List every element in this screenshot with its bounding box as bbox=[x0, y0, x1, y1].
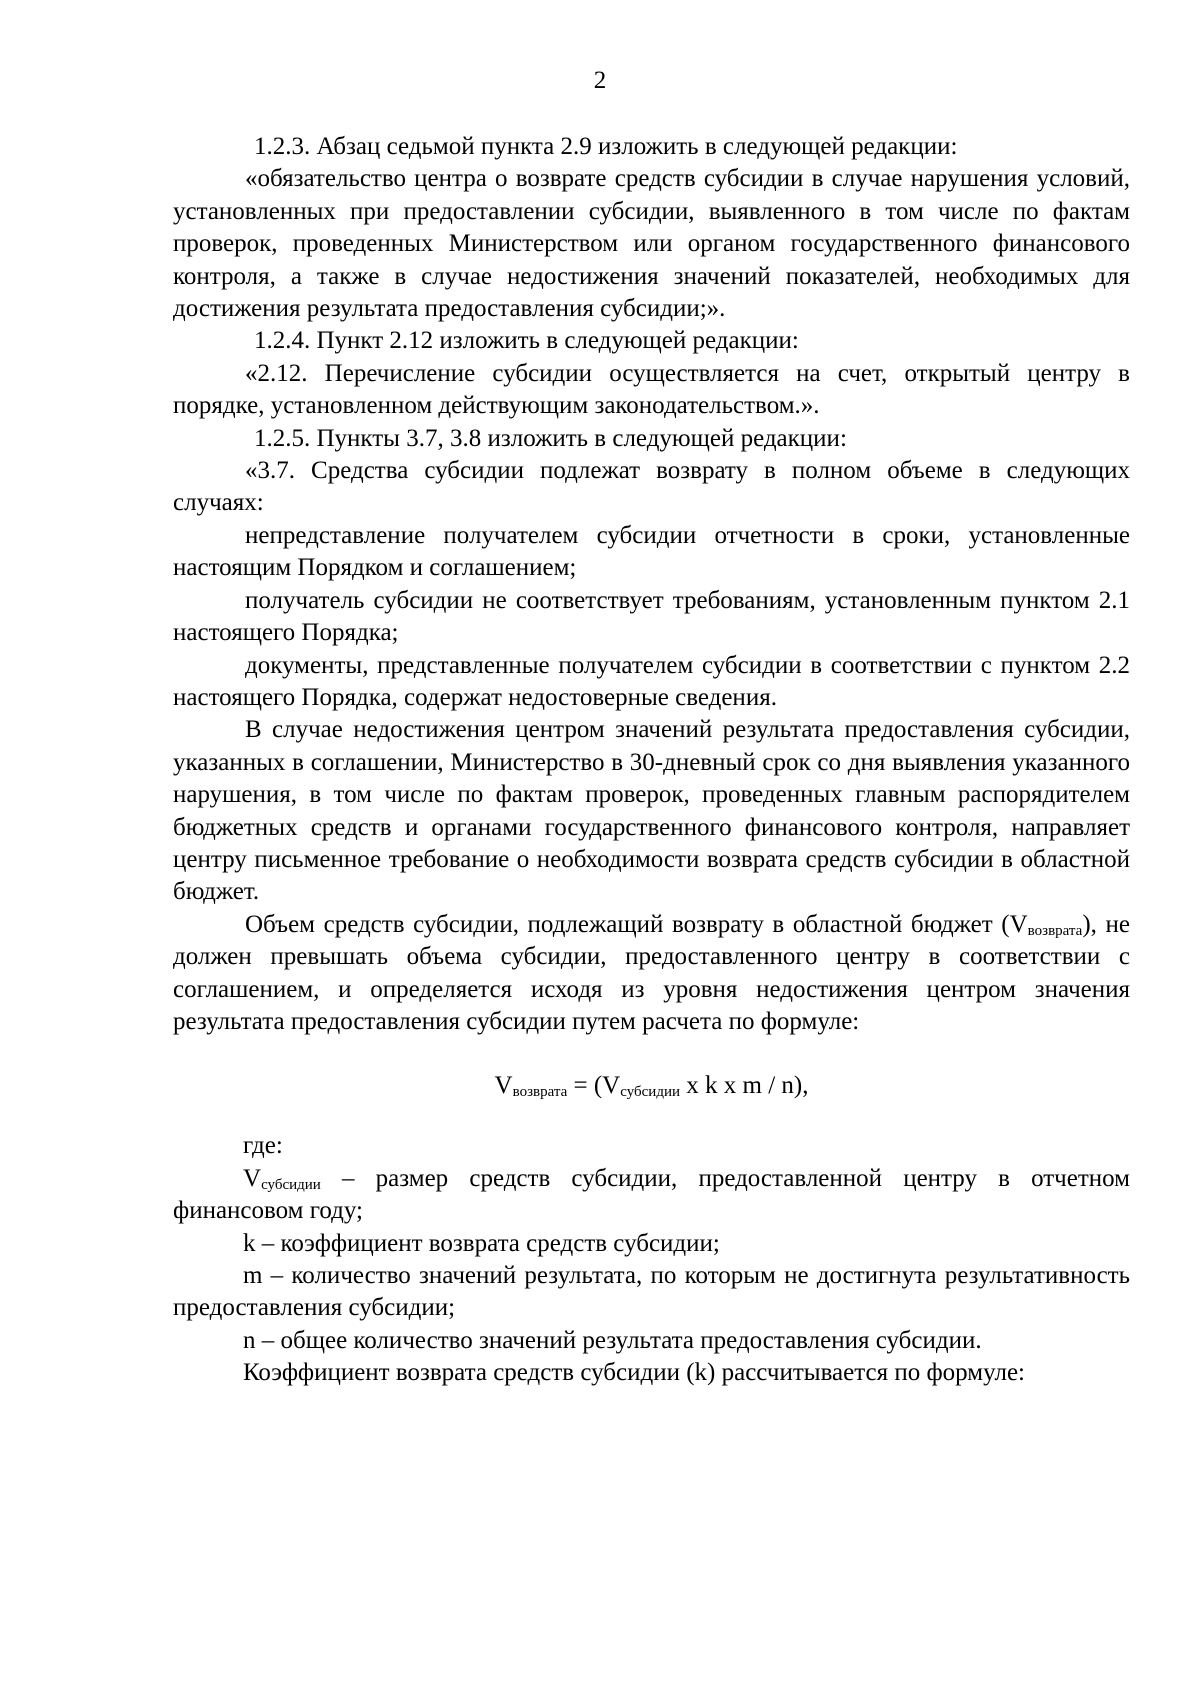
paragraph-coefficient: Коэффициент возврата средств субсидии (k) рассчитывается по формуле: bbox=[243, 1359, 1026, 1387]
formula-v1-subscript: возврата bbox=[512, 1084, 568, 1101]
formula-mid: = (V bbox=[567, 1072, 621, 1100]
list-item-report-missing: непредставление получателем субсидии отчетности в сроки, установленные настоящим Порядком и соглашением; bbox=[173, 521, 1130, 582]
paragraph-1-2-5: 1.2.5. Пункты 3.7, 3.8 изложить в следующей редакции: bbox=[254, 424, 847, 452]
formula-v1: V bbox=[494, 1072, 513, 1100]
paragraph-non-achievement: В случае недостижения центром значений результата предоставления субсидии, указанных в соглашении, Министерство в 30-дневный срок со дня выявления указанного нарушения, в том числе по фактам проверок, проведенных главным распорядителем бюджетных средств и органами государственного финансового контроля, направляет центру письменное требование о необходимости возврата средств субсидии в областной бюджет. bbox=[173, 716, 1130, 906]
where-label: где: bbox=[243, 1132, 283, 1160]
paragraph-quote-obligation: «обязательство центра о возврате средств субсидии в случае нарушения условий, установленных при предоставлении субсидии, выявленного в том числе по фактам проверок, проведенных Министерством или органом государственного финансового контроля, а также в случае недостижения значений показателей, необходимых для достижения результата предоставления субсидии;». bbox=[173, 165, 1130, 323]
definition-n: n – общее количество значений результата предоставления субсидии. bbox=[243, 1326, 982, 1354]
volume-text-after: ), не должен превышать объема субсидии, предоставленного центру в соответствии с соглашением, и определяется исходя из уровня недостижения центром значения результата предоставления субсидии путем расчета по формуле: bbox=[173, 910, 1130, 1035]
volume-subscript: возврата bbox=[1027, 922, 1083, 939]
definition-v-subscript: субсидии bbox=[261, 1176, 321, 1193]
formula-v-return bbox=[173, 1070, 1130, 1102]
list-item-requirements: получатель субсидии не соответствует требованиям, установленным пунктом 2.1 настоящего Порядка; bbox=[173, 586, 1130, 647]
paragraph-3-7: «3.7. Средства субсидии подлежат возврату в полном объеме в следующих случаях: bbox=[173, 457, 1130, 517]
definition-v-var: V bbox=[243, 1164, 262, 1192]
paragraph-quote-2-12: «2.12. Перечисление субсидии осуществляется на счет, открытый центру в порядке, установленном действующим законодательством.». bbox=[173, 359, 1130, 420]
formula-rest: x k x m / n), bbox=[680, 1072, 809, 1100]
document-body bbox=[173, 131, 1130, 1390]
page-number: 2 bbox=[593, 67, 607, 94]
list-item-documents: документы, представленные получателем субсидии в соответствии с пунктом 2.2 настоящего Порядка, содержат недостоверные сведения. bbox=[173, 651, 1130, 711]
definition-m: m – количество значений результата, по которым не достигнута результативность предоставления субсидии; bbox=[173, 1262, 1130, 1322]
definition-v-text: – размер средств субсидии, предоставленной центру в отчетном финансовом году; bbox=[173, 1164, 1130, 1225]
definition-k: k – коэффициент возврата средств субсидии; bbox=[243, 1229, 720, 1257]
definition-v-subsidy bbox=[173, 1163, 1130, 1228]
formula-v2-subscript: субсидии bbox=[620, 1084, 680, 1101]
volume-text-before: Объем средств субсидии, подлежащий возврату в областной бюджет (V bbox=[245, 910, 1028, 938]
paragraph-volume bbox=[173, 909, 1130, 1039]
paragraph-1-2-4: 1.2.4. Пункт 2.12 изложить в следующей редакции: bbox=[254, 327, 799, 355]
paragraph-1-2-3: 1.2.3. Абзац седьмой пункта 2.9 изложить в следующей редакции: bbox=[254, 133, 958, 160]
